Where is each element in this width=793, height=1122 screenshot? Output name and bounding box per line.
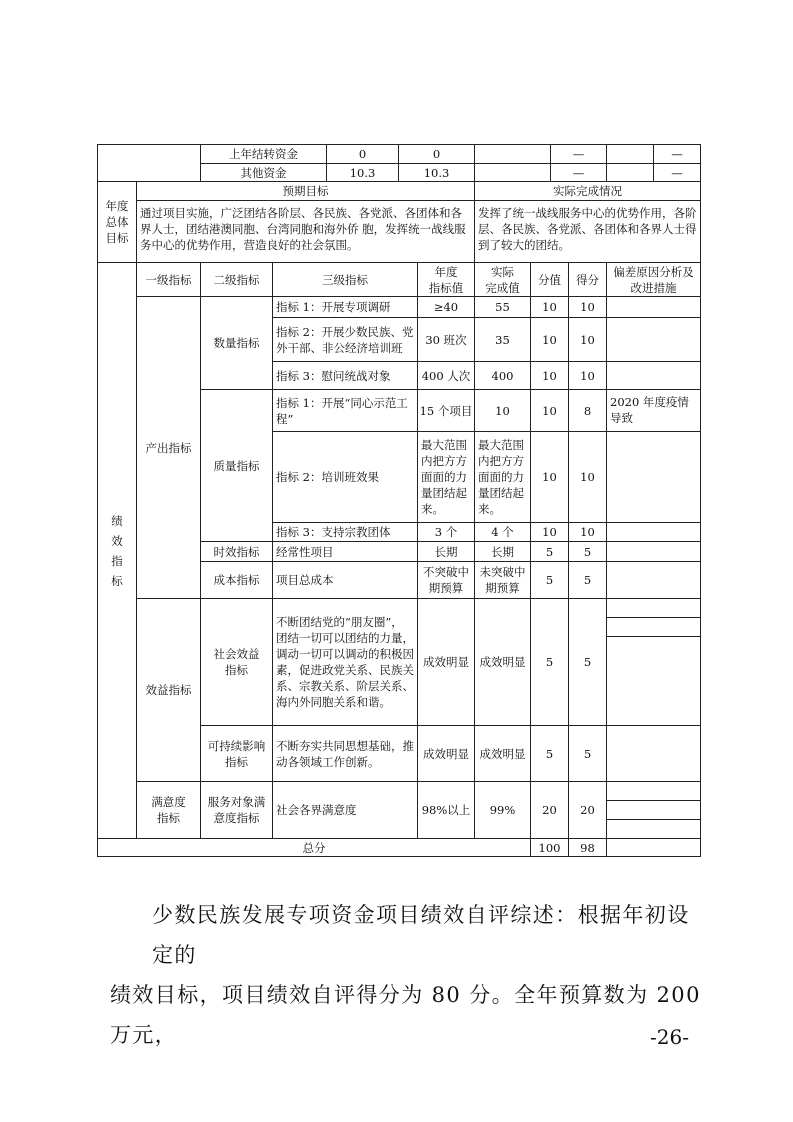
- fund-dash: —: [550, 144, 607, 164]
- indicator-actual: 4 个: [474, 522, 531, 542]
- indicator-got: 10: [568, 296, 607, 318]
- goal-actual-text: 发挥了统一战线服务中心的优势作用，各阶层、各民族、各党派、各团体和各界人士得到了较大的团结。: [474, 200, 701, 263]
- total-got: 98: [568, 838, 607, 857]
- indicator-got: 8: [568, 389, 607, 432]
- quantity-label: 数量指标: [200, 296, 273, 390]
- indicator-reason: [606, 561, 701, 599]
- indicator-name: 指标 2：开展少数民族、党外干部、非公经济培训班: [272, 317, 418, 362]
- header-level1: 一级指标: [136, 262, 201, 297]
- indicator-got: 5: [568, 561, 607, 599]
- perf-label: 绩 效 指 标: [97, 262, 137, 839]
- reason-blank: [606, 598, 701, 618]
- goal-expected-text: 通过项目实施，广泛团结各阶层、各民族、各党派、各团体和各界人士，团结港澳同胞、台湾同胞和海外侨 胞，发挥统一战线服务中心的优势作用，营造良好的社会氛围。: [136, 200, 475, 263]
- fund-value: 0: [398, 144, 475, 164]
- indicator-name: 不断团结党的“朋友圈”，团结一切可以团结的力量，调动一切可以调动的积极因素，促进政党关系、民族关系、宗教关系、阶层关系、海内外同胞关系和谐。: [272, 598, 418, 726]
- fund-dash: —: [653, 144, 701, 164]
- fund-blank: [606, 144, 654, 164]
- indicator-actual: 长期: [474, 541, 531, 562]
- indicator-actual: 成效明显: [474, 725, 531, 782]
- indicator-got: 10: [568, 361, 607, 390]
- total-score: 100: [530, 838, 569, 857]
- indicator-annual: 400 人次: [417, 361, 475, 390]
- indicator-score: 10: [530, 389, 569, 432]
- satisfaction-sub-label: 服务对象满 意度指标: [200, 781, 273, 839]
- header-reason: 偏差原因分析及 改进措施: [606, 262, 701, 297]
- indicator-annual: 成效明显: [417, 598, 475, 726]
- indicator-annual: 长期: [417, 541, 475, 562]
- indicator-got: 5: [568, 541, 607, 562]
- indicator-got: 5: [568, 725, 607, 782]
- fund-value: 10.3: [326, 163, 399, 182]
- indicator-score: 10: [530, 522, 569, 542]
- indicator-name: 经常性项目: [272, 541, 418, 562]
- header-actual: 实际 完成值: [474, 262, 531, 297]
- indicator-score: 10: [530, 317, 569, 362]
- reason-blank: [606, 636, 701, 726]
- indicator-annual: 30 班次: [417, 317, 475, 362]
- sustain-label: 可持续影响 指标: [200, 725, 273, 782]
- cost-label: 成本指标: [200, 561, 273, 599]
- indicator-score: 10: [530, 431, 569, 523]
- indicator-annual: ≥40: [417, 296, 475, 318]
- summary-paragraph: [110, 895, 710, 1055]
- header-score: 分值: [530, 262, 569, 297]
- indicator-annual: 成效明显: [417, 725, 475, 782]
- social-benefit-label: 社会效益 指标: [200, 598, 273, 726]
- indicator-score: 20: [530, 781, 569, 839]
- reason-blank: [606, 800, 701, 820]
- total-label: 总分: [97, 838, 531, 857]
- indicator-actual: 最大范围内把方方面面的力量团结起来。: [474, 431, 531, 523]
- indicator-reason: [606, 431, 701, 523]
- indicator-got: 5: [568, 598, 607, 726]
- timeliness-label: 时效指标: [200, 541, 273, 562]
- header-got: 得分: [568, 262, 607, 297]
- indicator-name: 指标 3：支持宗教团体: [272, 522, 418, 542]
- total-reason: [606, 838, 701, 857]
- benefit-label: 效益指标: [136, 598, 201, 782]
- indicator-actual: 400: [474, 361, 531, 390]
- fund-dash: —: [653, 163, 701, 182]
- indicator-annual: 15 个项目: [417, 389, 475, 432]
- indicator-score: 5: [530, 541, 569, 562]
- indicator-score: 10: [530, 296, 569, 318]
- summary-line: 绩效目标，项目绩效自评得分为 80 分。全年预算数为 200 万元，: [110, 983, 701, 1047]
- indicator-score: 5: [530, 561, 569, 599]
- fund-value: 10.3: [398, 163, 475, 182]
- indicator-score: 10: [530, 361, 569, 390]
- indicator-got: 10: [568, 317, 607, 362]
- header-level3: 三级指标: [272, 262, 418, 297]
- fund-dash: —: [550, 163, 607, 182]
- fund-label: 上年结转资金: [200, 144, 327, 164]
- indicator-name: 不断夯实共同思想基础，推动各领域工作创新。: [272, 725, 418, 782]
- indicator-annual: 最大范围内把方方面面的力量团结起来。: [417, 431, 475, 523]
- indicator-name: 指标 3：慰问统战对象: [272, 361, 418, 390]
- indicator-reason: [606, 725, 701, 782]
- satisfaction-label: 满意度 指标: [136, 781, 201, 839]
- indicator-actual: 55: [474, 296, 531, 318]
- indicator-reason: [606, 317, 701, 362]
- indicator-reason: [606, 296, 701, 318]
- reason-blank: [606, 781, 701, 801]
- fund-blank: [606, 163, 654, 182]
- header-level2: 二级指标: [200, 262, 273, 297]
- header-annual: 年度 指标值: [417, 262, 475, 297]
- indicator-annual: 3 个: [417, 522, 475, 542]
- fund-blank: [474, 144, 551, 164]
- indicator-actual: 未突破中期预算: [474, 561, 531, 599]
- goal-actual-header: 实际完成情况: [474, 181, 701, 201]
- goal-label: 年度 总体 目标: [97, 181, 137, 263]
- indicator-actual: 10: [474, 389, 531, 432]
- goal-expected-header: 预期目标: [136, 181, 475, 201]
- indicator-actual: 成效明显: [474, 598, 531, 726]
- funds-left-blank: [97, 144, 201, 182]
- reason-blank: [606, 617, 701, 637]
- summary-line: 少数民族发展专项资金项目绩效自评综述：根据年初设定的: [152, 903, 690, 967]
- indicator-reason: [606, 361, 701, 390]
- output-label: 产出指标: [136, 296, 201, 599]
- indicator-name: 指标 1：开展“同心示范工程”: [272, 389, 418, 432]
- fund-blank: [474, 163, 551, 182]
- indicator-annual: 不突破中期预算: [417, 561, 475, 599]
- indicator-got: 10: [568, 431, 607, 523]
- indicator-score: 5: [530, 598, 569, 726]
- indicator-annual: 98%以上: [417, 781, 475, 839]
- indicator-got: 10: [568, 522, 607, 542]
- indicator-score: 5: [530, 725, 569, 782]
- indicator-name: 社会各界满意度: [272, 781, 418, 839]
- indicator-reason: [606, 541, 701, 562]
- fund-value: 0: [326, 144, 399, 164]
- indicator-actual: 99%: [474, 781, 531, 839]
- indicator-actual: 35: [474, 317, 531, 362]
- reason-blank: [606, 819, 701, 839]
- page-number: -26-: [650, 1025, 689, 1049]
- indicator-name: 项目总成本: [272, 561, 418, 599]
- quality-label: 质量指标: [200, 389, 273, 542]
- indicator-reason: [606, 522, 701, 542]
- indicator-name: 指标 1：开展专项调研: [272, 296, 418, 318]
- indicator-got: 20: [568, 781, 607, 839]
- indicator-name: 指标 2：培训班效果: [272, 431, 418, 523]
- indicator-reason: 2020 年度疫情导致: [606, 389, 701, 432]
- fund-label: 其他资金: [200, 163, 327, 182]
